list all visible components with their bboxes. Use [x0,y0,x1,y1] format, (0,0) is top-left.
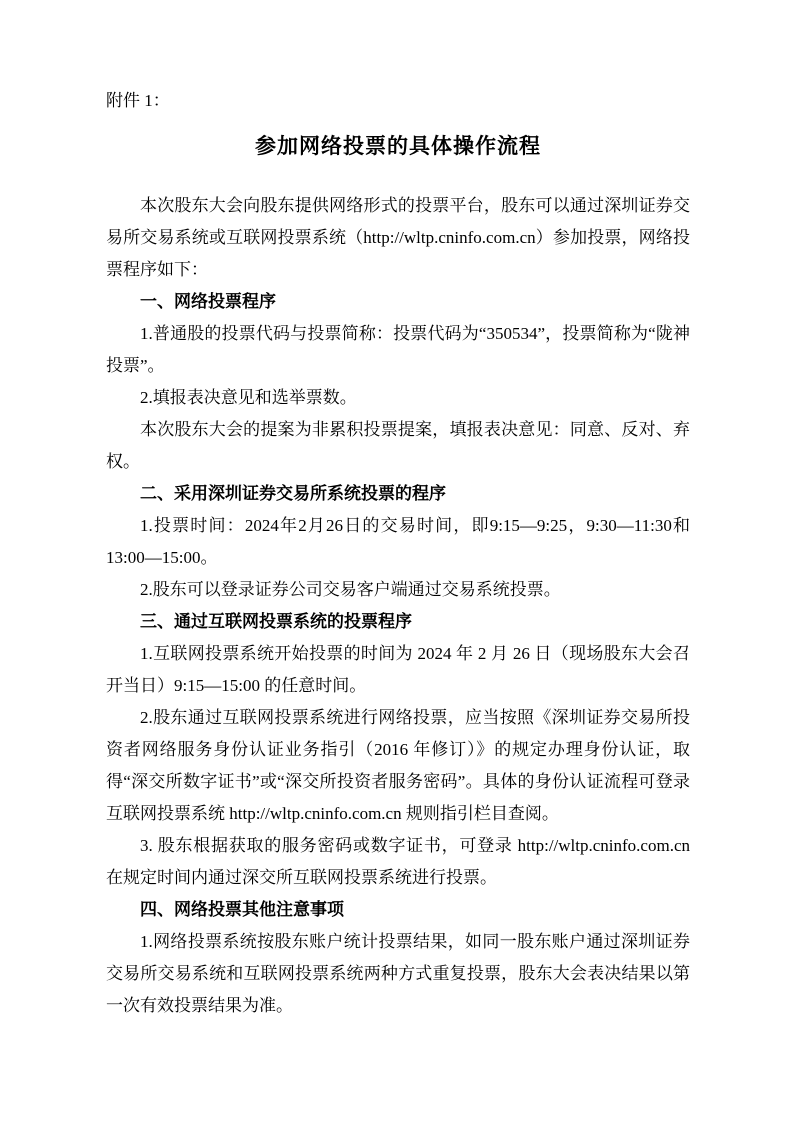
document-title: 参加网络投票的具体操作流程 [255,135,541,158]
paragraph-login-vote: 3. 股东根据获取的服务密码或数字证书，可登录 http://wltp.cninfo.com.cn 在规定时间内通过深交所互联网投票系统进行投票。 [106,836,690,887]
attachment-label [106,86,690,116]
paragraph-intro: 本次股东大会向股东提供网络形式的投票平台，股东可以通过深圳证券交易所交易系统或互联网投票系统（http://wltp.cninfo.com.cn）参加投票，网络投票程序如下： [106,196,690,279]
paragraph-proposal-type: 本次股东大会的提案为非累积投票提案，填报表决意见：同意、反对、弃权。 [106,420,690,471]
paragraph-internet-time: 1.互联网投票系统开始投票的时间为 2024 年 2 月 26 日（现场股东大会召开当日）9:15—15:00 的任意时间。 [106,644,690,695]
paragraph-trade-time: 1.投票时间：2024年2月26日的交易时间，即9:15—9:25，9:30—11:30和13:00—15:00。 [106,516,690,567]
section-heading-1: 一、网络投票程序 [140,292,276,311]
paragraph-vote-code: 1.普通股的投票代码与投票简称：投票代码为“350534”，投票简称为“陇神投票”。 [106,324,690,375]
paragraph-fill-opinion: 2.填报表决意见和选举票数。 [140,388,357,407]
paragraph-duplicate-vote: 1.网络投票系统按股东账户统计投票结果，如同一股东账户通过深圳证券交易所交易系统和互联网投票系统两种方式重复投票，股东大会表决结果以第一次有效投票结果为准。 [106,932,690,1015]
section-heading-3: 三、通过互联网投票系统的投票程序 [140,612,412,631]
section-heading-2: 二、采用深圳证券交易所系统投票的程序 [140,484,446,503]
attachment-label-text: 附件 1： [106,91,170,110]
paragraph-identity-auth: 2.股东通过互联网投票系统进行网络投票，应当按照《深圳证券交易所投资者网络服务身份认证业务指引（2016 年修订）》的规定办理身份认证，取得“深交所数字证书”或“深交所投资者服务密码”。具体的身份认证流程可登录互联网投票系统 http://wltp.cninfo.com.cn 规则指引栏目查阅。 [106,708,690,823]
section-heading-4: 四、网络投票其他注意事项 [140,900,344,919]
paragraph-trade-client: 2.股东可以登录证券公司交易客户端通过交易系统投票。 [140,580,561,599]
